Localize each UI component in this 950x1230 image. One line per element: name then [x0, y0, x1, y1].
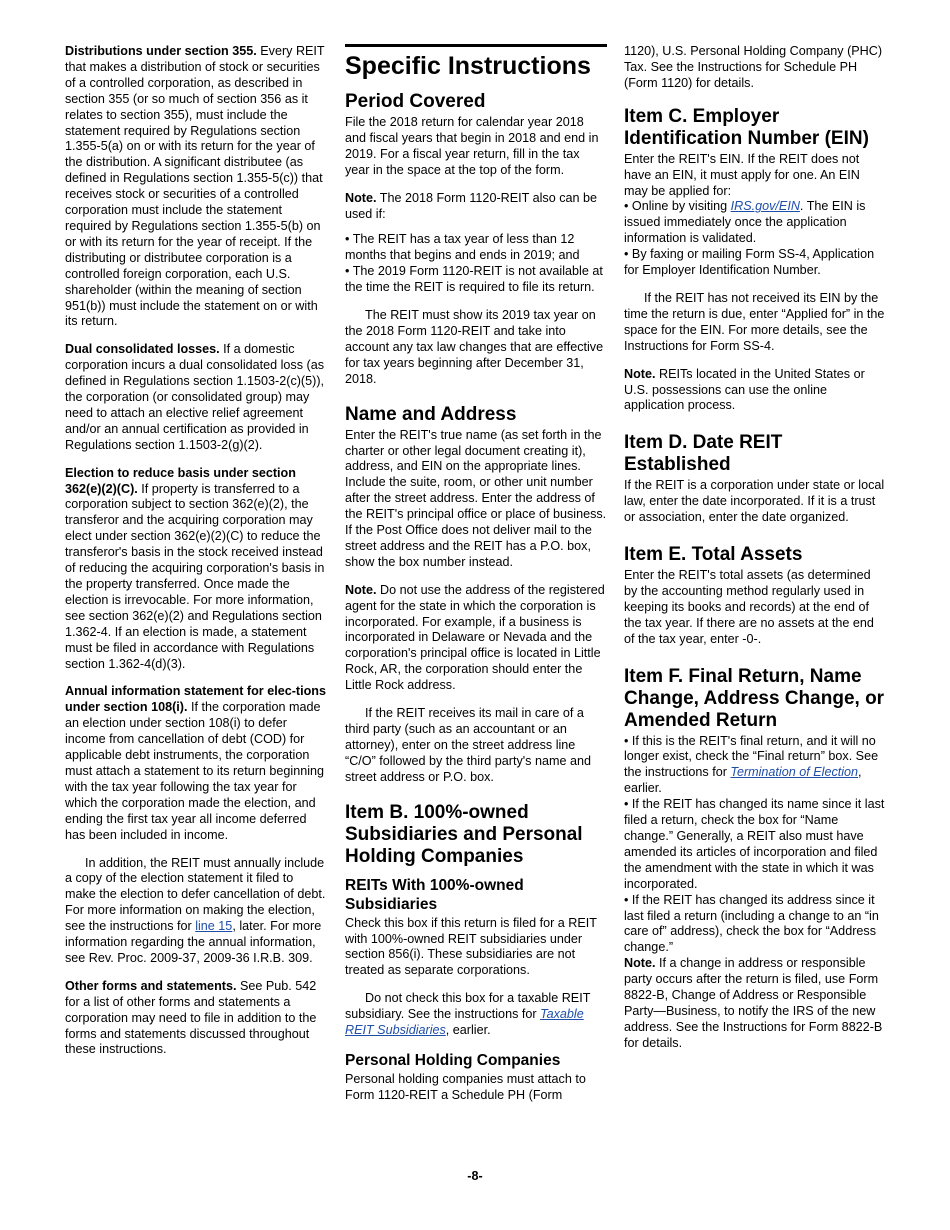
- run-in-heading: Distributions under section 355.: [65, 44, 257, 58]
- paragraph-ein: Enter the REIT's EIN. If the REIT does not have an EIN, it must apply for one. An EIN may be applied for:: [624, 151, 860, 198]
- note-period: [345, 191, 607, 223]
- paragraph-annual-information-statement: [65, 684, 327, 843]
- paragraph-taxable-reit: [345, 991, 607, 1039]
- paragraph-total-assets: Enter the REIT's total assets (as determined by the accounting method regularly used in keeping its books and records) at the end of the tax year. If there are no assets at the end of the tax year, enter -0-.: [624, 568, 874, 646]
- heading-personal-holding-companies: Personal Holding Companies: [345, 1051, 561, 1069]
- list-item: • Online by visiting IRS.gov/EIN. The EIN is issued immediately once the application information is validated.: [624, 199, 866, 246]
- paragraph-text: In addition, the REIT must annually include a copy of the election statement it filed to make the election to defer cancellation of debt. For more information on making the election, see the instructions for: [65, 855, 326, 934]
- column-right: [624, 44, 886, 1064]
- paragraph-text: If the corporation made an election under section 108(i) to defer income from cancellation of debt (COD) for applicable debt instruments, the corporation must attach a statement to its return beginning with the tax year following the tax year for which the corporation made the election, and ending the first tax year all income deferred has been included in income.: [65, 700, 325, 842]
- paragraph-distributions-355: [65, 44, 327, 330]
- paragraph-text: The 2018 Form 1120-REIT also can be used if:: [345, 190, 598, 221]
- note-label: Note.: [345, 190, 377, 205]
- heading-item-d: Item D. Date REIT Established: [624, 432, 783, 476]
- run-in-heading: Election to reduce basis under section 362(e)(2)(C).: [65, 465, 296, 496]
- list-item-text: By faxing or mailing Form SS-4, Application for Employer Identification Number.: [624, 247, 875, 278]
- list-item-text: , earlier.: [624, 765, 862, 796]
- heading-period-covered: Period Covered: [345, 91, 486, 112]
- paragraph-text: , later. For more information regarding the annual information, see Rev. Proc. 2009-37, 2009-36 I.R.B. 309.: [65, 919, 322, 965]
- link-irs-gov-ein[interactable]: IRS.gov/EIN: [730, 199, 800, 214]
- paragraph-dual-consolidated-losses: [65, 342, 327, 453]
- list-item-text: The REIT has a tax year of less than 12 months that begins and ends in 2019; and: [345, 232, 580, 263]
- note-label: Note.: [624, 366, 656, 381]
- run-in-heading: Dual consolidated losses.: [65, 342, 220, 357]
- link-line-15[interactable]: line 15: [195, 919, 233, 934]
- paragraph-text: If a change in address or responsible party occurs after the return is filed, use Form 8822-B, Change of Address or Responsible Party—Business, to notify the IRS of the new address. See the Instructions for Form 8822-B for details.: [624, 956, 883, 1050]
- list-item-text: The 2019 Form 1120-REIT is not available at the time the REIT is required to file its return.: [345, 264, 603, 295]
- link-termination-of-election[interactable]: Termination of Election: [730, 765, 859, 780]
- link-taxable-reit-subsidiaries[interactable]: Taxable REIT Subsidiaries: [345, 1007, 584, 1038]
- list-item-text: . The EIN is issued immediately once the application information is validated.: [624, 199, 866, 246]
- paragraph-text: REITs located in the United States or U.S. possessions can use the online application process.: [624, 366, 865, 413]
- paragraph-annual-copy: [65, 856, 327, 967]
- list-item-text: If the REIT has changed its name since it last filed a return, check the box for “Name change.” Generally, a REIT also must have amended its articles of incorporation and filed the amendment with the state in which it was incorporated.: [624, 797, 885, 891]
- paragraph-other-forms: [65, 979, 327, 1059]
- paragraph-personal-holding: Personal holding companies must attach to Form 1120-REIT a Schedule PH (Form: [345, 1071, 586, 1102]
- list-item: • The 2019 Form 1120-REIT is not available at the time the REIT is required to file its return.: [345, 264, 603, 295]
- heading-reits-100-owned: REITs With 100%-owned Subsidiaries: [345, 876, 524, 913]
- list-item: • The REIT has a tax year of less than 12 months that begins and ends in 2019; and: [345, 232, 580, 263]
- list-item-text: If this is the REIT's final return, and it will no longer exist, check the “Final return” box. See the instructions for: [624, 733, 879, 780]
- paragraph-text: Do not check this box for a taxable REIT subsidiary. See the instructions for: [345, 991, 591, 1022]
- list-item: • If this is the REIT's final return, and it will no longer exist, check the “Final return” box. See the instructions for Termination of Election, earlier.: [624, 733, 879, 796]
- paragraph-date-established: If the REIT is a corporation under state or local law, enter the date incorporated. If it is a trust or association, enter the date organized.: [624, 478, 885, 525]
- paragraph-text: See Pub. 542 for a list of other forms and statements a corporation may need to file in addition to the forms and statements discussed throughout these instructions.: [65, 978, 317, 1057]
- paragraph-care-of: If the REIT receives its mail in care of a third party (such as an accountant or an attorney), enter on the street address line “C/O” followed by the third party's name and street address or P.O. box.: [345, 706, 591, 784]
- paragraph-period: File the 2018 return for calendar year 2018 and fiscal years that begin in 2018 and end in 2019. For a fiscal year return, fill in the tax year in the space at the top of the form.: [345, 115, 599, 177]
- paragraph-phc-continued: 1120), U.S. Personal Holding Company (PHC) Tax. See the Instructions for Schedule PH (Form 1120) for details.: [624, 44, 883, 90]
- paragraph-text: If a domestic corporation incurs a dual consolidated loss (as defined in Regulations section 1.1503-2(c)(5)), the corporation (or consolidated group) may need to attach an elective relief agreement and/or an annual certification as provided in Regulations section 1.1503-2(g)(2).: [65, 342, 325, 452]
- heading-item-e: Item E. Total Assets: [624, 544, 803, 566]
- heading-item-c: Item C. Employer Identification Number (EIN): [624, 105, 869, 149]
- page-number: -8-: [467, 1169, 483, 1183]
- heading-item-f: Item F. Final Return, Name Change, Address Change, or Amended Return: [624, 665, 885, 731]
- note-label: Note.: [345, 582, 377, 597]
- list-item: • If the REIT has changed its address since it last filed a return (including a change to an “in care of” address), check the box for “Address change.”: [624, 892, 879, 955]
- run-in-heading: Other forms and statements.: [65, 978, 237, 993]
- note-registered-agent: [345, 583, 607, 694]
- column-left: [65, 44, 327, 1070]
- list-item-text: If the REIT has changed its address since it last filed a return (including a change to an “in care of” address), check the box for “Address change.”: [624, 892, 879, 955]
- title-rule: [345, 44, 607, 47]
- heading-name-address: Name and Address: [345, 403, 517, 425]
- note-label: Note.: [624, 956, 656, 971]
- list-item-text: Online by visiting: [631, 199, 728, 214]
- paragraph-text: If property is transferred to a corporation subject to section 362(e)(2), the transferor and the acquiring corporation may elect under section 362(e)(2)(C) to reduce the transferor's basis in the stock received instead of reducing the acquiring corporation's basis in the property transferred. Once made the election is irrevocable. For more information, see section 362(e)(2) and Regulations section 1.362-4. If an election is made, a statement must be filed in accordance with Regulations section 1.362-4(d)(3).: [65, 481, 325, 671]
- column-middle: [345, 44, 607, 1116]
- paragraph-election-reduce-basis: [65, 466, 327, 673]
- run-in-heading: Annual information statement for elec-tions under section 108(i).: [65, 684, 326, 715]
- paragraph-name-address: Enter the REIT's true name (as set forth in the charter or other legal document creating it), address, and EIN on the appropriate lines. Include the suite, room, or other unit number after the street address. Enter the address of the REIT's principal office or place of business. If the Post Office does not deliver mail to the street address and the REIT has a P.O. box, show the box number instead.: [345, 427, 607, 569]
- paragraph-reits-100-owned: Check this box if this return is filed for a REIT with 100%-owned REIT subsidiaries under section 856(i). These subsidiaries are not treated as separate corporations.: [345, 915, 597, 978]
- page-title: Specific Instructions: [345, 52, 591, 80]
- paragraph-text: Every REIT that makes a distribution of stock or securities of a controlled corporation, as described in section 355 (or so much of section 356 as it relates to section 355), must include the statement required by Regulations section 1.355-5(a) on or with its return for the year of the distribution. A significant distributee (as defined in Regulations section 1.355-5(c)) that receives stock or securities of a controlled corporation must include the statement required by Regulations section 1.355-5(b) on or with its return for the year of receipt. If the distributing or distributee corporation is a controlled foreign corporation, each U.S. shareholder (within the meaning of section 951(b)) must include the statement on or with its return.: [65, 44, 325, 329]
- paragraph-ein-applied-for: If the REIT has not received its EIN by the time the return is due, enter “Applied for” in the space for the EIN. For more details, see the Instructions for Form SS-4.: [624, 290, 885, 353]
- paragraph-period-2: The REIT must show its 2019 tax year on the 2018 Form 1120-REIT and take into account any tax law changes that are effective for tax years beginning after December 31, 2018.: [345, 308, 604, 386]
- heading-item-b: Item B. 100%-owned Subsidiaries and Personal Holding Companies: [345, 801, 583, 867]
- paragraph-text: Do not use the address of the registered agent for the state in which the corporation is incorporated. For example, if a business is incorporated in Delaware or Nevada and the corporation's principal office is located in Little Rock, AR, the corporation should enter the Little Rock address.: [345, 582, 605, 693]
- paragraph-text: , earlier.: [445, 1023, 491, 1038]
- note-ein-online: [624, 367, 886, 415]
- list-item: • If the REIT has changed its name since it last filed a return, check the box for “Name change.” Generally, a REIT also must have amended its articles of incorporation and filed the amendment with the state in which it was incorporated.: [624, 797, 885, 891]
- list-item: • By faxing or mailing Form SS-4, Application for Employer Identification Number.: [624, 247, 875, 278]
- note-change-of-address: [624, 956, 886, 1051]
